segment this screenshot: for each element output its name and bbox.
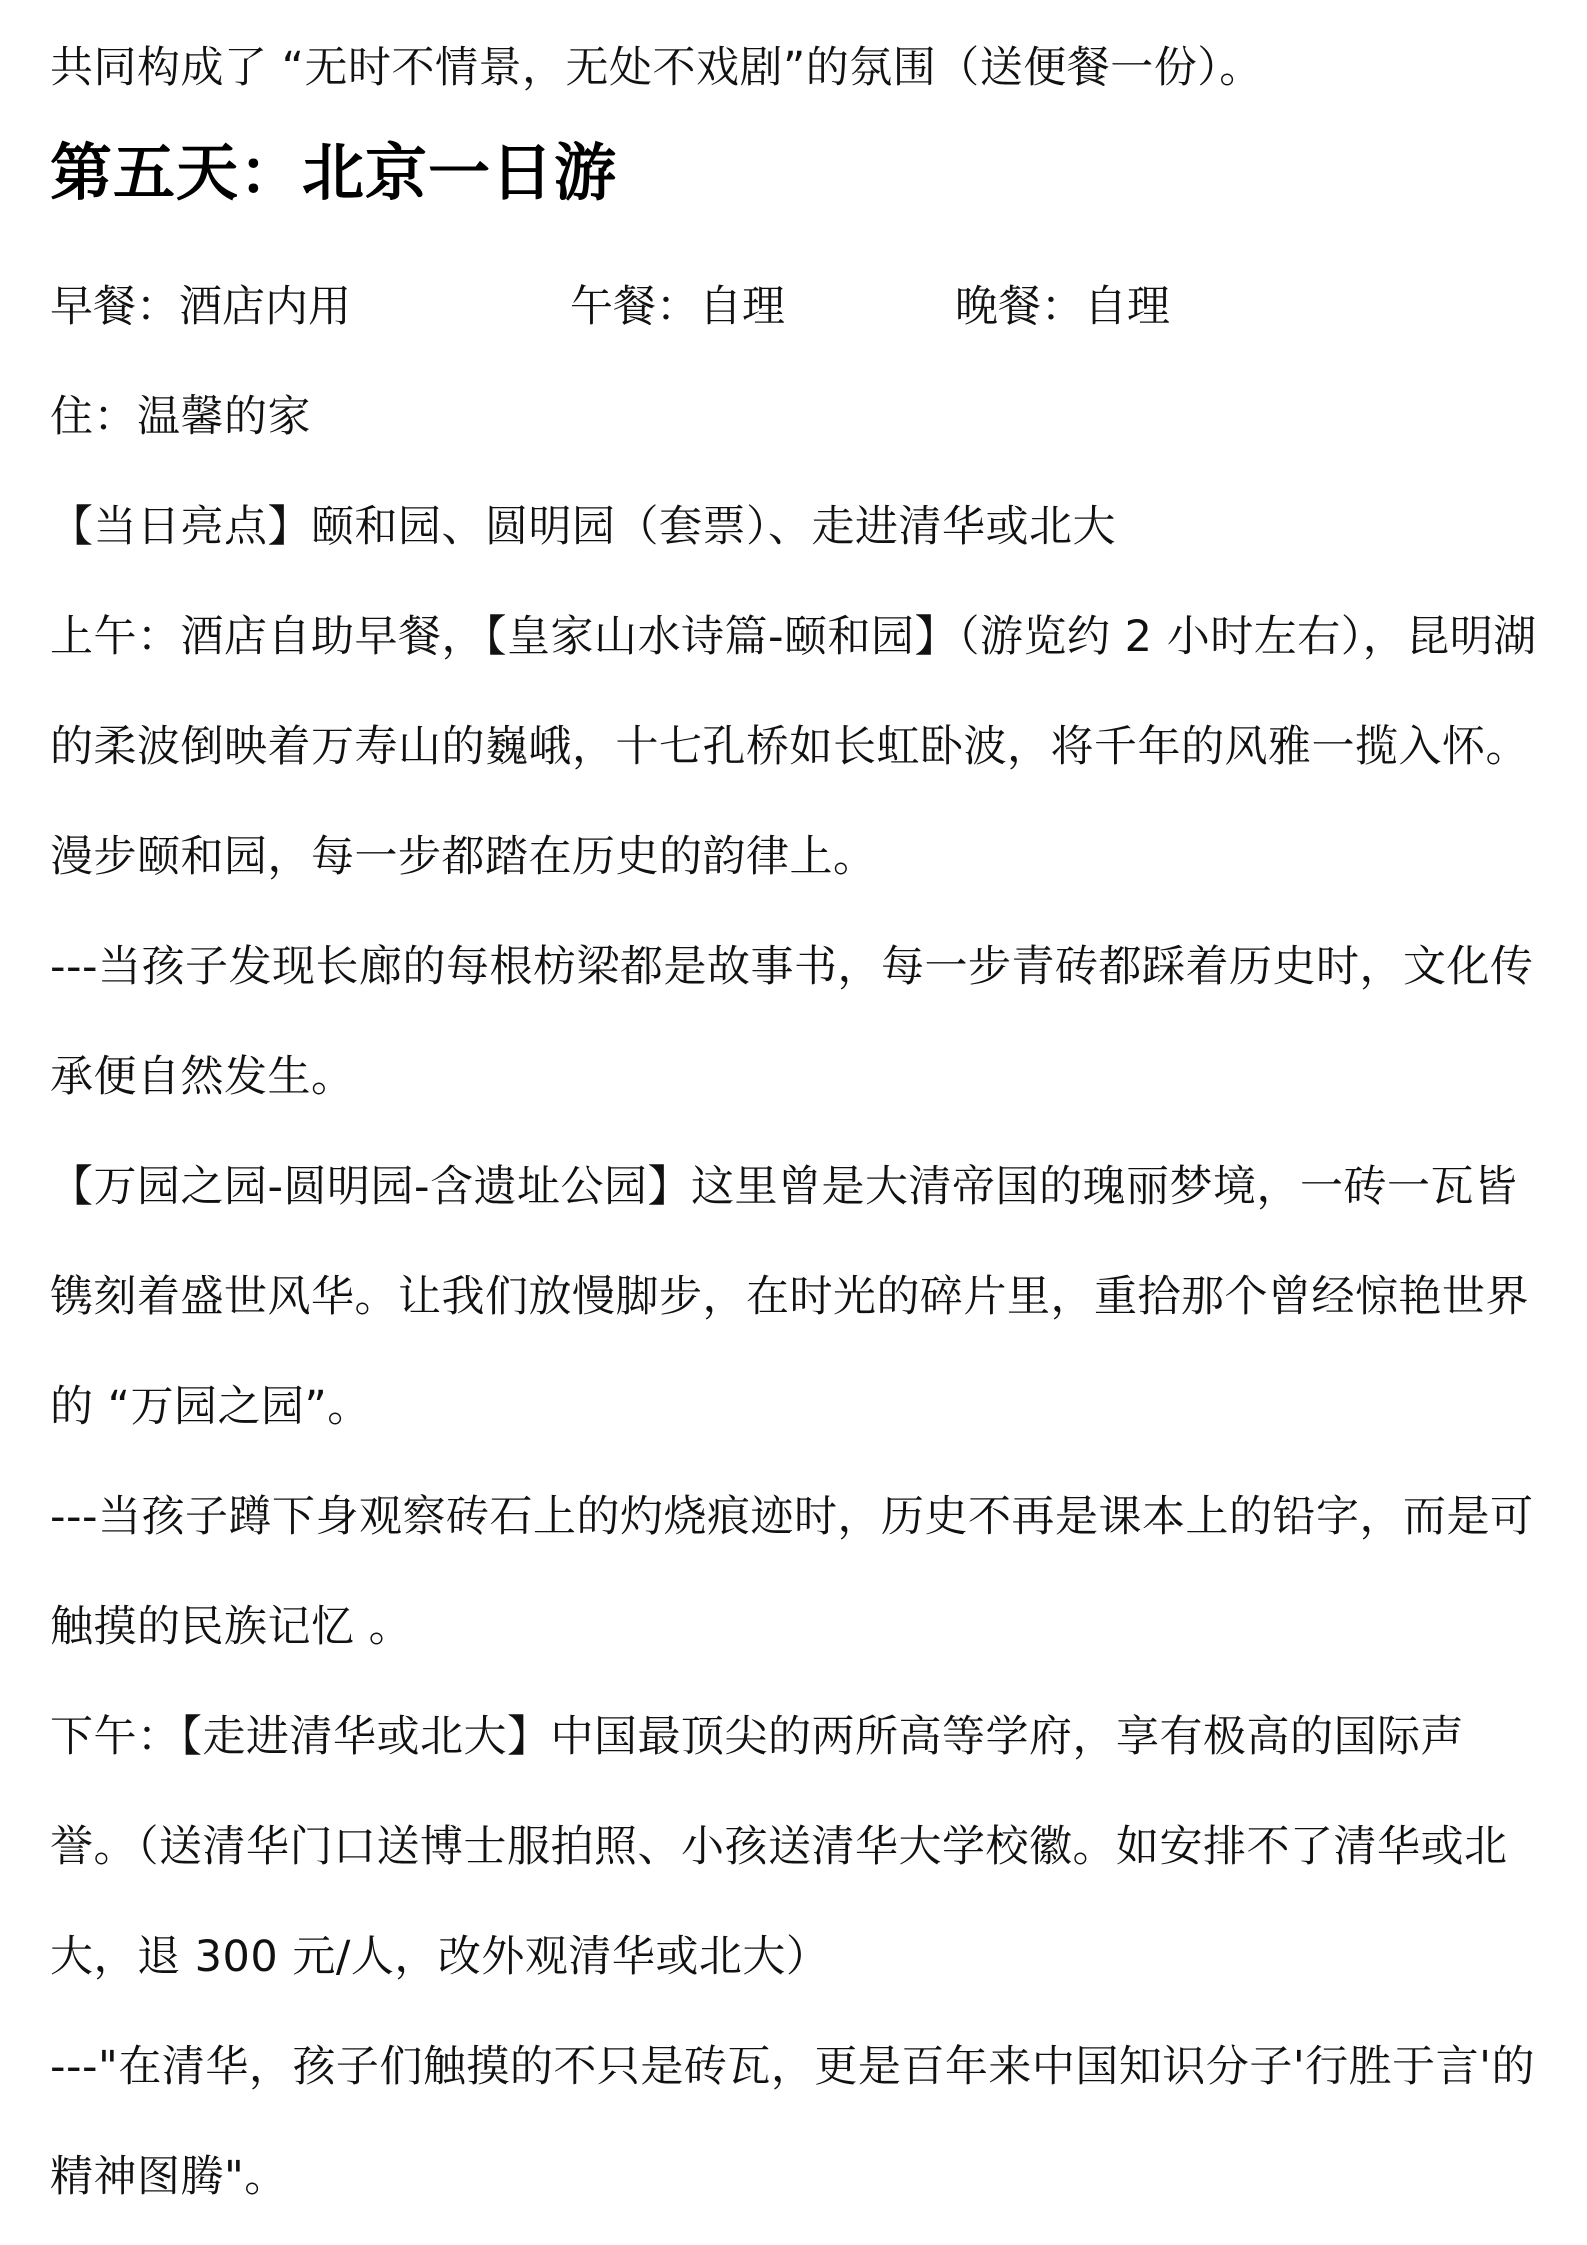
paragraph-afternoon: 下午：【走进清华或北大】中国最顶尖的两所高等学府，享有极高的国际声誉。（送清华门口送博士服拍照、小孩送清华大学校徽。如安排不了清华或北大，退 300 元/人，改外观清华或北大）: [50, 1712, 1508, 1982]
highlights-line: 【当日亮点】颐和园、圆明园（套票）、走进清华或北大: [50, 502, 1116, 552]
intro-line: 共同构成了 “无时不情景，无处不戏剧”的氛围（送便餐一份）。: [50, 43, 1263, 93]
meal-dinner: 晚餐：自理: [955, 282, 1170, 332]
paragraph-yuanmingyuan-note: ---当孩子蹲下身观察砖石上的灼烧痕迹时，历史不再是课本上的铅字，而是可触摸的民族记忆 。: [50, 1492, 1534, 1652]
paragraph-yuanmingyuan: 【万园之园-圆明园-含遗址公园】这里曾是大清帝国的瑰丽梦境，一砖一瓦皆镌刻着盛世风华。让我们放慢脚步，在时光的碎片里，重拾那个曾经惊艳世界的 “万园之园”。: [50, 1162, 1529, 1432]
stay-line: 住：温馨的家: [50, 392, 311, 442]
paragraph-morning: 上午：酒店自助早餐，【皇家山水诗篇-颐和园】（游览约 2 小时左右），昆明湖的柔波倒映着万寿山的巍峨，十七孔桥如长虹卧波，将千年的风雅一揽入怀。漫步颐和园，每一步都踏在历史的韵律上。: [50, 612, 1537, 882]
paragraph-summer-palace-note: ---当孩子发现长廊的每根枋梁都是故事书，每一步青砖都踩着历史时，文化传承便自然发生。: [50, 942, 1534, 1102]
document-page: [50, 28, 1550, 2232]
meal-lunch: 午餐：自理: [570, 282, 785, 332]
meal-breakfast: 早餐：酒店内用: [50, 282, 351, 332]
paragraph-tsinghua-note: ---"在清华，孩子们触摸的不只是砖瓦，更是百年来中国知识分子'行胜于言'的精神图腾"。: [50, 2042, 1535, 2202]
meals-row: [50, 252, 1550, 362]
day-heading: 第五天：北京一日游: [50, 136, 618, 209]
